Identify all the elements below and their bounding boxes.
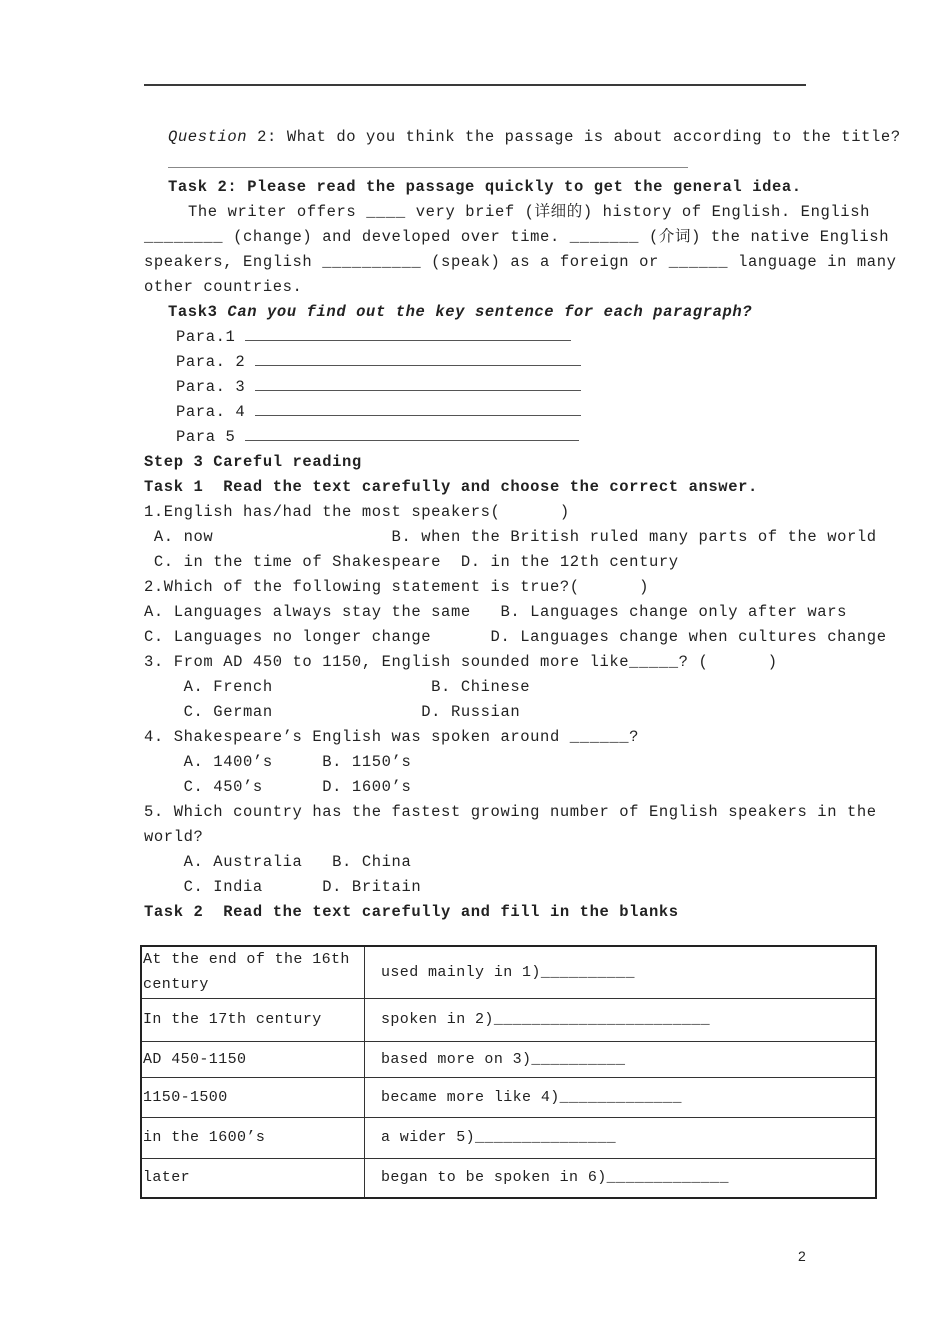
description-cell[interactable]: a wider 5)_______________ bbox=[365, 1117, 877, 1158]
task1-heading: Task 1 Read the text carefully and choose the correct answer. bbox=[144, 478, 758, 496]
page-number: 2 bbox=[798, 1248, 806, 1264]
q5-options-ab: A. Australia B. China bbox=[144, 853, 412, 871]
description-cell[interactable]: used mainly in 1)__________ bbox=[365, 946, 877, 998]
q1-stem: 1.English has/had the most speakers( ) bbox=[144, 503, 570, 521]
para-2-label: Para. 2 bbox=[176, 353, 246, 371]
para-5-blank[interactable] bbox=[245, 426, 579, 441]
summary-line-2: ________ (change) and developed over time. _______ (介词) the native English bbox=[144, 228, 890, 246]
question-text: 2: What do you think the passage is about according to the title? bbox=[247, 128, 901, 146]
q2-stem: 2.Which of the following statement is true?( ) bbox=[144, 578, 649, 596]
summary-line-1: The writer offers ____ very brief (详细的) history of English. English bbox=[188, 203, 870, 221]
period-cell: AD 450-1150 bbox=[141, 1041, 365, 1077]
period-cell: in the 1600’s bbox=[141, 1117, 365, 1158]
q5-options-cd: C. India D. Britain bbox=[144, 878, 422, 896]
question-label: Question bbox=[168, 128, 248, 146]
para-2-row bbox=[176, 350, 838, 375]
q4-options-cd: C. 450’s D. 1600’s bbox=[144, 778, 412, 796]
q2-options-cd: C. Languages no longer change D. Languages change when cultures change bbox=[144, 628, 887, 646]
task3-prompt: Can you find out the key sentence for each paragraph? bbox=[227, 303, 753, 321]
summary-line-3: speakers, English __________ (speak) as a foreign or ______ language in many bbox=[144, 253, 897, 271]
q5-stem: 5. Which country has the fastest growing number of English speakers in the bbox=[144, 803, 877, 821]
question-2 bbox=[168, 125, 901, 150]
para-3-blank[interactable] bbox=[255, 376, 581, 391]
period-cell: At the end of the 16th century bbox=[141, 946, 365, 998]
fill-in-table bbox=[140, 945, 877, 1199]
description-cell[interactable]: based more on 3)__________ bbox=[365, 1041, 877, 1077]
summary-line-4: other countries. bbox=[144, 278, 303, 296]
table-row bbox=[141, 946, 876, 998]
para-1-label: Para.1 bbox=[176, 328, 236, 346]
q5-stem-continued: world? bbox=[144, 828, 204, 846]
para-3-label: Para. 3 bbox=[176, 378, 246, 396]
para-1-row bbox=[176, 325, 838, 350]
task3-label: Task3 bbox=[168, 303, 228, 321]
task3-heading bbox=[168, 300, 830, 325]
task2-fill-heading: Task 2 Read the text carefully and fill in the blanks bbox=[144, 903, 679, 921]
q3-options-ab: A. French B. Chinese bbox=[144, 678, 531, 696]
para-3-row bbox=[176, 375, 838, 400]
q1-options-cd: C. in the time of Shakespeare D. in the 12th century bbox=[144, 553, 679, 571]
para-4-label: Para. 4 bbox=[176, 403, 246, 421]
table-row bbox=[141, 998, 876, 1041]
description-cell[interactable]: began to be spoken in 6)_____________ bbox=[365, 1158, 877, 1198]
period-cell: In the 17th century bbox=[141, 998, 365, 1041]
table-row bbox=[141, 1077, 876, 1117]
para-5-label: Para 5 bbox=[176, 428, 236, 446]
header-rule bbox=[144, 84, 806, 86]
para-2-blank[interactable] bbox=[255, 351, 581, 366]
description-cell[interactable]: became more like 4)_____________ bbox=[365, 1077, 877, 1117]
q4-stem: 4. Shakespeare’s English was spoken around ______? bbox=[144, 728, 640, 746]
period-cell: later bbox=[141, 1158, 365, 1198]
para-1-blank[interactable] bbox=[245, 326, 571, 341]
para-4-blank[interactable] bbox=[255, 401, 581, 416]
task2-heading: Task 2: Please read the passage quickly to get the general idea. bbox=[168, 178, 802, 196]
table-row bbox=[141, 1117, 876, 1158]
para-5-row bbox=[176, 425, 838, 450]
period-cell: 1150-1500 bbox=[141, 1077, 365, 1117]
para-4-row bbox=[176, 400, 838, 425]
answer-line bbox=[168, 167, 688, 168]
table-row bbox=[141, 1158, 876, 1198]
step3-heading: Step 3 Careful reading bbox=[144, 453, 362, 471]
q2-options-ab: A. Languages always stay the same B. Languages change only after wars bbox=[144, 603, 848, 621]
description-cell[interactable]: spoken in 2)_______________________ bbox=[365, 998, 877, 1041]
q1-options-ab: A. now B. when the British ruled many parts of the world bbox=[144, 528, 877, 546]
q4-options-ab: A. 1400’s B. 1150’s bbox=[144, 753, 412, 771]
q3-options-cd: C. German D. Russian bbox=[144, 703, 521, 721]
table-row bbox=[141, 1041, 876, 1077]
q3-stem: 3. From AD 450 to 1150, English sounded more like_____? ( ) bbox=[144, 653, 778, 671]
